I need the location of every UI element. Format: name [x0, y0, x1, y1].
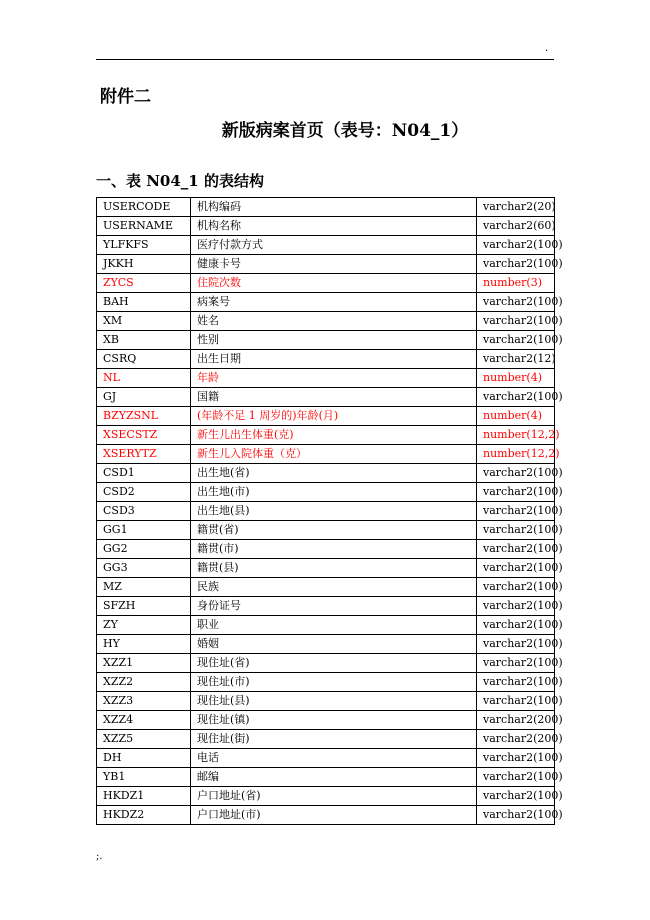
- field-name-cell: HY: [97, 635, 191, 654]
- field-type-cell: number(4): [477, 369, 555, 388]
- table-row: [97, 502, 555, 521]
- field-name-cell: XZZ1: [97, 654, 191, 673]
- field-type-cell: varchar2(100): [477, 255, 555, 274]
- table-row: [97, 217, 555, 236]
- table-row: [97, 635, 555, 654]
- field-name-cell: ZYCS: [97, 274, 191, 293]
- table-row: [97, 445, 555, 464]
- table-row: [97, 369, 555, 388]
- field-type-cell: varchar2(100): [477, 521, 555, 540]
- table-row: [97, 654, 555, 673]
- table-row: [97, 692, 555, 711]
- field-type-cell: varchar2(100): [477, 692, 555, 711]
- footer-mark: ;.: [96, 851, 103, 862]
- table-row: [97, 540, 555, 559]
- field-name-cell: CSD1: [97, 464, 191, 483]
- field-table-body: [97, 198, 563, 825]
- field-desc-cell: 机构编码: [191, 198, 477, 217]
- table-row: [97, 730, 555, 749]
- field-type-cell: varchar2(100): [477, 749, 555, 768]
- field-desc-cell: 户口地址(省): [191, 787, 477, 806]
- field-desc-cell: 国籍: [191, 388, 477, 407]
- field-name-cell: BZYZSNL: [97, 407, 191, 426]
- field-name-cell: BAH: [97, 293, 191, 312]
- field-name-cell: YLFKFS: [97, 236, 191, 255]
- header-rule: [96, 59, 554, 60]
- field-name-cell: HKDZ1: [97, 787, 191, 806]
- field-desc-cell: 健康卡号: [191, 255, 477, 274]
- field-desc-cell: 出生地(县): [191, 502, 477, 521]
- table-row: [97, 787, 555, 806]
- field-type-cell: varchar2(100): [477, 673, 555, 692]
- table-row: [97, 198, 555, 217]
- table-row: [97, 255, 555, 274]
- field-desc-cell: 现住址(县): [191, 692, 477, 711]
- field-type-cell: varchar2(100): [477, 635, 555, 654]
- field-name-cell: GG1: [97, 521, 191, 540]
- table-row: [97, 749, 555, 768]
- field-desc-cell: 出生地(市): [191, 483, 477, 502]
- field-type-cell: varchar2(60): [477, 217, 555, 236]
- field-name-cell: XZZ5: [97, 730, 191, 749]
- table-row: [97, 407, 555, 426]
- header-mark: .: [545, 43, 549, 54]
- field-desc-cell: 机构名称: [191, 217, 477, 236]
- field-desc-cell: 新生儿出生体重(克): [191, 426, 477, 445]
- table-row: [97, 464, 555, 483]
- field-desc-cell: (年龄不足 1 周岁的)年龄(月): [191, 407, 477, 426]
- table-row: [97, 236, 555, 255]
- table-row: [97, 806, 555, 825]
- field-desc-cell: 住院次数: [191, 274, 477, 293]
- field-name-cell: XZZ4: [97, 711, 191, 730]
- field-desc-cell: 性别: [191, 331, 477, 350]
- field-desc-cell: 医疗付款方式: [191, 236, 477, 255]
- field-type-cell: varchar2(200): [477, 711, 555, 730]
- table-row: [97, 616, 555, 635]
- field-desc-cell: 电话: [191, 749, 477, 768]
- field-type-cell: number(12,2): [477, 445, 555, 464]
- field-name-cell: YB1: [97, 768, 191, 787]
- table-row: [97, 274, 555, 293]
- table-row: [97, 293, 555, 312]
- field-desc-cell: 邮编: [191, 768, 477, 787]
- field-desc-cell: 籍贯(市): [191, 540, 477, 559]
- field-desc-cell: 户口地址(市): [191, 806, 477, 825]
- field-name-cell: NL: [97, 369, 191, 388]
- field-desc-cell: 籍贯(省): [191, 521, 477, 540]
- field-type-cell: varchar2(100): [477, 616, 555, 635]
- field-desc-cell: 籍贯(县): [191, 559, 477, 578]
- field-name-cell: CSRQ: [97, 350, 191, 369]
- table-row: [97, 483, 555, 502]
- field-type-cell: varchar2(200): [477, 730, 555, 749]
- field-name-cell: XZZ2: [97, 673, 191, 692]
- field-desc-cell: 民族: [191, 578, 477, 597]
- field-desc-cell: 出生日期: [191, 350, 477, 369]
- field-type-cell: varchar2(100): [477, 483, 555, 502]
- table-row: [97, 768, 555, 787]
- field-name-cell: USERCODE: [97, 198, 191, 217]
- field-desc-cell: 职业: [191, 616, 477, 635]
- field-type-cell: varchar2(100): [477, 787, 555, 806]
- field-type-cell: varchar2(100): [477, 559, 555, 578]
- field-name-cell: HKDZ2: [97, 806, 191, 825]
- section-title: 一、表 N04_1 的表结构: [96, 172, 264, 190]
- field-type-cell: varchar2(100): [477, 768, 555, 787]
- field-desc-cell: 身份证号: [191, 597, 477, 616]
- field-name-cell: GG3: [97, 559, 191, 578]
- table-row: [97, 711, 555, 730]
- field-type-cell: varchar2(100): [477, 806, 555, 825]
- field-type-cell: varchar2(100): [477, 464, 555, 483]
- field-desc-cell: 姓名: [191, 312, 477, 331]
- field-type-cell: varchar2(100): [477, 502, 555, 521]
- field-name-cell: XZZ3: [97, 692, 191, 711]
- field-name-cell: XSECSTZ: [97, 426, 191, 445]
- field-desc-cell: 婚姻: [191, 635, 477, 654]
- table-row: [97, 521, 555, 540]
- field-type-cell: varchar2(100): [477, 312, 555, 331]
- field-type-cell: number(4): [477, 407, 555, 426]
- table-row: [97, 559, 555, 578]
- field-name-cell: ZY: [97, 616, 191, 635]
- field-type-cell: varchar2(100): [477, 578, 555, 597]
- field-desc-cell: 出生地(省): [191, 464, 477, 483]
- field-desc-cell: 现住址(省): [191, 654, 477, 673]
- field-type-cell: varchar2(100): [477, 236, 555, 255]
- field-type-cell: varchar2(100): [477, 331, 555, 350]
- field-type-cell: varchar2(100): [477, 597, 555, 616]
- table-row: [97, 597, 555, 616]
- field-type-cell: varchar2(12): [477, 350, 555, 369]
- field-name-cell: DH: [97, 749, 191, 768]
- field-name-cell: CSD2: [97, 483, 191, 502]
- field-name-cell: XM: [97, 312, 191, 331]
- field-name-cell: XSERYTZ: [97, 445, 191, 464]
- field-desc-cell: 新生儿入院体重（克）: [191, 445, 477, 464]
- field-name-cell: SFZH: [97, 597, 191, 616]
- field-name-cell: USERNAME: [97, 217, 191, 236]
- field-type-cell: number(3): [477, 274, 555, 293]
- field-name-cell: GG2: [97, 540, 191, 559]
- document-title: 新版病案首页（表号：N04_1）: [221, 121, 469, 141]
- field-desc-cell: 年龄: [191, 369, 477, 388]
- attachment-title: 附件二: [100, 87, 151, 107]
- table-row: [97, 673, 555, 692]
- field-desc-cell: 病案号: [191, 293, 477, 312]
- field-desc-cell: 现住址(市): [191, 673, 477, 692]
- field-name-cell: CSD3: [97, 502, 191, 521]
- field-table: [96, 197, 563, 825]
- table-row: [97, 331, 555, 350]
- table-row: [97, 350, 555, 369]
- field-type-cell: number(12,2): [477, 426, 555, 445]
- field-type-cell: varchar2(100): [477, 293, 555, 312]
- field-type-cell: varchar2(20): [477, 198, 555, 217]
- field-type-cell: varchar2(100): [477, 388, 555, 407]
- table-row: [97, 426, 555, 445]
- field-name-cell: XB: [97, 331, 191, 350]
- field-desc-cell: 现住址(镇): [191, 711, 477, 730]
- table-row: [97, 578, 555, 597]
- field-name-cell: MZ: [97, 578, 191, 597]
- table-row: [97, 312, 555, 331]
- field-name-cell: JKKH: [97, 255, 191, 274]
- table-row: [97, 388, 555, 407]
- field-type-cell: varchar2(100): [477, 654, 555, 673]
- field-name-cell: GJ: [97, 388, 191, 407]
- field-type-cell: varchar2(100): [477, 540, 555, 559]
- field-desc-cell: 现住址(街): [191, 730, 477, 749]
